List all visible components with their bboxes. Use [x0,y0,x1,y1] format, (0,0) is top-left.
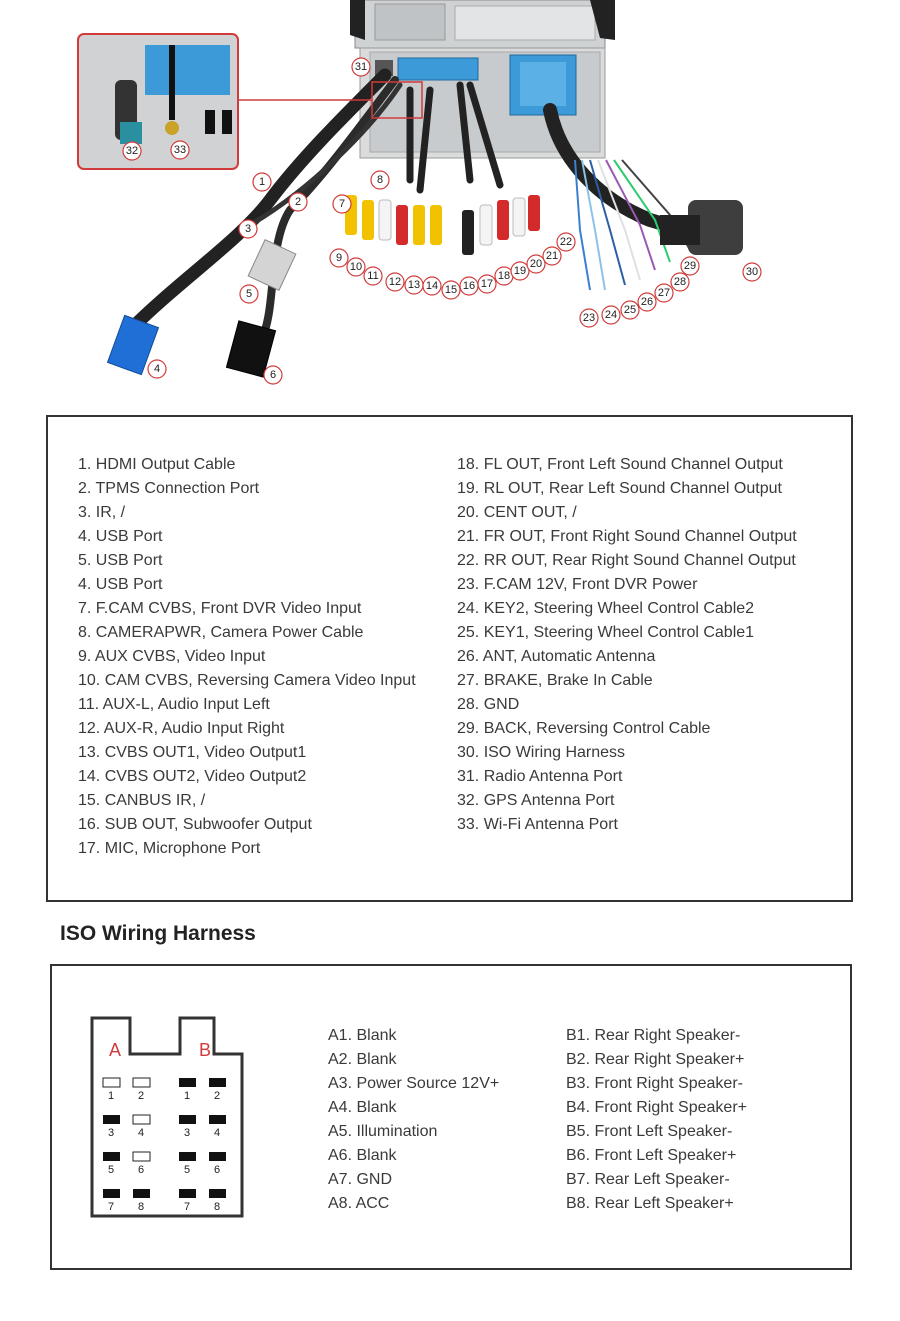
pin-b1 [179,1078,196,1087]
callout-label-12: 12 [388,276,402,288]
legend-item: 9. AUX CVBS, Video Input [78,648,266,665]
callout-label-7: 7 [338,198,346,210]
pin-b2 [209,1078,226,1087]
callout-label-13: 13 [407,279,421,291]
iso-connector-diagram [90,1016,244,1220]
legend-item: 8. CAMERAPWR, Camera Power Cable [78,624,364,641]
iso-pin-item: B7. Rear Left Speaker- [566,1171,730,1188]
legend-item: 32. GPS Antenna Port [457,792,615,809]
pin-a4 [133,1115,150,1124]
legend-item: 22. RR OUT, Rear Right Sound Channel Output [457,552,796,569]
legend-item: 21. FR OUT, Front Right Sound Channel Output [457,528,797,545]
callout-label-26: 26 [640,296,654,308]
pin-b5 [179,1152,196,1161]
legend-item: 14. CVBS OUT2, Video Output2 [78,768,307,785]
iso-pin-item: B6. Front Left Speaker+ [566,1147,737,1164]
pin-b7 [179,1189,196,1198]
pin-number: 7 [107,1201,115,1213]
pin-number: 8 [213,1201,221,1213]
pin-number: 1 [107,1090,115,1102]
pin-number: 3 [183,1127,191,1139]
legend-item: 1. HDMI Output Cable [78,456,236,473]
pin-number: 4 [137,1127,145,1139]
rca-plugs [345,195,540,255]
legend-item: 20. CENT OUT, / [457,504,577,521]
pin-number: 2 [137,1090,145,1102]
callout-label-21: 21 [545,250,559,262]
pin-a7 [103,1189,120,1198]
pin-a8 [133,1189,150,1198]
legend-item: 16. SUB OUT, Subwoofer Output [78,816,312,833]
legend-item: 11. AUX-L, Audio Input Left [78,696,270,713]
callout-label-33: 33 [173,144,187,156]
callout-label-10: 10 [349,261,363,273]
iso-pin-item: A3. Power Source 12V+ [328,1075,500,1092]
pin-number: 7 [183,1201,191,1213]
pin-number: 6 [213,1164,221,1176]
callout-label-24: 24 [604,309,618,321]
iso-b-pin-list [566,1024,747,1216]
iso-pin-item: B5. Front Left Speaker- [566,1123,733,1140]
pin-number: 5 [183,1164,191,1176]
pin-number: 4 [213,1127,221,1139]
legend-item: 10. CAM CVBS, Reversing Camera Video Input [78,672,416,689]
block-b-label: B [198,1040,212,1060]
legend-item: 29. BACK, Reversing Control Cable [457,720,711,737]
callout-label-3: 3 [244,223,252,235]
callout-label-5: 5 [245,288,253,300]
callout-label-23: 23 [582,312,596,324]
pin-a6 [133,1152,150,1161]
iso-pin-item: A5. Illumination [328,1123,438,1140]
legend-item: 23. F.CAM 12V, Front DVR Power [457,576,698,593]
callout-label-11: 11 [367,270,379,282]
callout-label-16: 16 [462,280,476,292]
iso-pin-item: A6. Blank [328,1147,397,1164]
callout-label-17: 17 [480,278,494,290]
legend-item: 4. USB Port [78,528,163,545]
legend-item: 26. ANT, Automatic Antenna [457,648,656,665]
callout-label-22: 22 [559,236,573,248]
iso-pin-item: B1. Rear Right Speaker- [566,1027,741,1044]
legend-item: 31. Radio Antenna Port [457,768,623,785]
legend-item: 3. IR, / [78,504,126,521]
legend-item: 4. USB Port [78,576,163,593]
pin-b6 [209,1152,226,1161]
callout-label-31: 31 [354,61,368,73]
legend-item: 33. Wi-Fi Antenna Port [457,816,618,833]
callout-label-28: 28 [673,276,687,288]
pin-a5 [103,1152,120,1161]
callout-label-19: 19 [513,265,527,277]
callout-label-20: 20 [529,258,543,270]
legend-item: 27. BRAKE, Brake In Cable [457,672,653,689]
iso-wiring-box [50,964,852,1270]
legend-item: 2. TPMS Connection Port [78,480,260,497]
pin-number: 5 [107,1164,115,1176]
pin-b3 [179,1115,196,1124]
iso-a-pin-list [328,1024,499,1216]
block-a-label: A [108,1040,122,1060]
legend-item: 17. MIC, Microphone Port [78,840,261,857]
callout-label-9: 9 [335,252,343,264]
legend-box [46,415,853,902]
legend-item: 5. USB Port [78,552,163,569]
iso-pin-item: A7. GND [328,1171,393,1188]
legend-item: 13. CVBS OUT1, Video Output1 [78,744,307,761]
iso-pin-item: B4. Front Right Speaker+ [566,1099,747,1116]
iso-pin-item: A4. Blank [328,1099,397,1116]
iso-pin-item: A8. ACC [328,1195,390,1212]
legend-item: 19. RL OUT, Rear Left Sound Channel Output [457,480,782,497]
iso-pin-item: A1. Blank [328,1027,397,1044]
legend-item: 28. GND [457,696,520,713]
legend-item: 15. CANBUS IR, / [78,792,206,809]
pin-number: 2 [213,1090,221,1102]
pin-a2 [133,1078,150,1087]
iso-pin-item: B3. Front Right Speaker- [566,1075,743,1092]
iso-pin-item: A2. Blank [328,1051,397,1068]
pin-number: 3 [107,1127,115,1139]
callout-label-30: 30 [745,266,759,278]
iso-pin-item: B2. Rear Right Speaker+ [566,1051,745,1068]
legend-item: 7. F.CAM CVBS, Front DVR Video Input [78,600,362,617]
pin-a1 [103,1078,120,1087]
pin-number: 8 [137,1201,145,1213]
legend-item: 24. KEY2, Steering Wheel Control Cable2 [457,600,755,617]
callout-label-29: 29 [683,260,697,272]
pin-b8 [209,1189,226,1198]
pin-a3 [103,1115,120,1124]
callout-label-4: 4 [153,363,161,375]
callout-label-14: 14 [425,280,439,292]
callout-label-6: 6 [269,369,277,381]
callout-label-25: 25 [623,304,637,316]
iso-section-title: ISO Wiring Harness [60,922,256,945]
callout-label-8: 8 [376,174,384,186]
callout-label-1: 1 [258,176,266,188]
callout-label-18: 18 [497,270,511,282]
legend-left-column [78,453,416,861]
pin-b4 [209,1115,226,1124]
callout-label-15: 15 [444,284,458,296]
wiring-diagram-photo [0,0,900,405]
legend-right-column [457,453,797,837]
legend-item: 12. AUX-R, Audio Input Right [78,720,285,737]
iso-plug [660,200,743,255]
pin-number: 6 [137,1164,145,1176]
legend-item: 30. ISO Wiring Harness [457,744,626,761]
iso-pin-item: B8. Rear Left Speaker+ [566,1195,734,1212]
callout-label-27: 27 [657,287,671,299]
callout-label-2: 2 [294,196,302,208]
callout-label-32: 32 [125,145,139,157]
legend-item: 25. KEY1, Steering Wheel Control Cable1 [457,624,755,641]
legend-item: 18. FL OUT, Front Left Sound Channel Output [457,456,783,473]
pin-number: 1 [183,1090,191,1102]
